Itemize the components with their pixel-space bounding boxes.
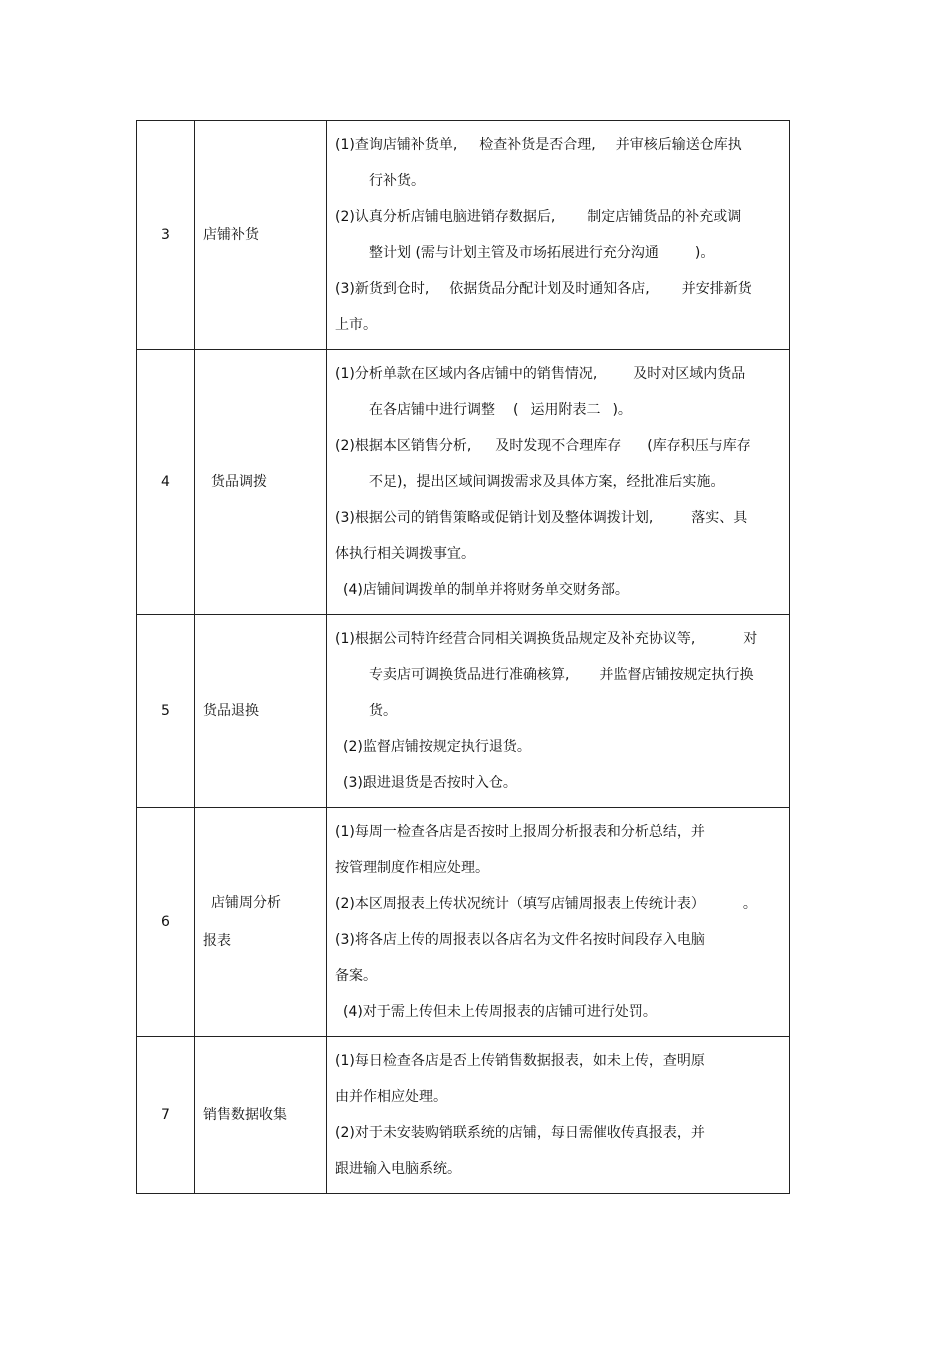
task-name-line: 销售数据收集 bbox=[203, 1107, 287, 1123]
text-segment: 货。 bbox=[369, 703, 397, 719]
description-item bbox=[335, 199, 783, 271]
description-item: (4)店铺间调拨单的制单并将财务单交财务部。 bbox=[343, 582, 629, 598]
text-segment: )。 bbox=[612, 402, 632, 418]
text-segment: 运用附表二 bbox=[530, 402, 601, 418]
text-segment: (1)根据公司特许经营合同相关调换货品规定及补充协议等, bbox=[335, 631, 696, 647]
text-segment: (2)认真分析店铺电脑进销存数据后, bbox=[335, 209, 556, 225]
task-description bbox=[327, 615, 790, 808]
task-name-line: 店铺补货 bbox=[203, 227, 259, 243]
text-segment: 体执行相关调拨事宜。 bbox=[335, 546, 475, 562]
text-segment: (1)查询店铺补货单, bbox=[335, 137, 458, 153]
text-segment: 不足)，提出区域间调拨需求及具体方案，经批准后实施。 bbox=[369, 474, 725, 490]
row-number: 3 bbox=[137, 121, 195, 350]
text-segment: (1)每周一检查各店是否按时上报周分析报表和分析总结，并 bbox=[335, 824, 705, 840]
table-row bbox=[137, 808, 790, 1037]
text-segment: 依据货品分配计划及时通知各店, bbox=[449, 281, 650, 297]
description-item bbox=[335, 922, 783, 994]
text-segment: (2)对于未安装购销联系统的店铺，每日需催收传真报表，并 bbox=[335, 1125, 705, 1141]
text-segment: ( bbox=[513, 402, 519, 418]
task-name bbox=[195, 808, 327, 1037]
description-item bbox=[335, 1115, 783, 1187]
task-name-line: 店铺周分析 bbox=[211, 895, 281, 911]
text-segment: 在各店铺中进行调整 bbox=[369, 402, 495, 418]
description-item bbox=[335, 500, 783, 572]
description-item: (4)对于需上传但未上传周报表的店铺可进行处罚。 bbox=[343, 1004, 657, 1020]
text-segment: 检查补货是否合理, bbox=[479, 137, 596, 153]
text-segment: 及时发现不合理库存 bbox=[495, 438, 622, 454]
text-segment: (2)根据本区销售分析, bbox=[335, 438, 472, 454]
description-item bbox=[335, 127, 783, 199]
description-item: (2)监督店铺按规定执行退货。 bbox=[343, 739, 531, 755]
description-item bbox=[335, 271, 783, 343]
table-row bbox=[137, 121, 790, 350]
text-segment: (1)分析单款在区域内各店铺中的销售情况, bbox=[335, 366, 598, 382]
row-number: 6 bbox=[137, 808, 195, 1037]
text-segment: 对 bbox=[743, 631, 758, 647]
text-segment: 并安排新货 bbox=[681, 281, 752, 297]
table-row bbox=[137, 1037, 790, 1194]
task-name bbox=[195, 121, 327, 350]
text-segment: )。 bbox=[694, 245, 715, 261]
row-number: 7 bbox=[137, 1037, 195, 1194]
text-segment: (3)将各店上传的周报表以各店名为文件名按时间段存入电脑 bbox=[335, 932, 705, 948]
table-row bbox=[137, 615, 790, 808]
task-description bbox=[327, 350, 790, 615]
text-segment: 并监督店铺按规定执行换 bbox=[599, 667, 754, 683]
text-segment: 备案。 bbox=[335, 968, 377, 984]
text-segment: 制定店铺货品的补充或调 bbox=[587, 209, 742, 225]
text-segment: (3)新货到仓时, bbox=[335, 281, 430, 297]
description-item bbox=[335, 814, 783, 886]
task-name bbox=[195, 615, 327, 808]
text-segment: 上市。 bbox=[335, 317, 377, 333]
text-segment: 。 bbox=[742, 896, 757, 912]
text-segment: 及时对区域内货品 bbox=[633, 366, 746, 382]
task-name bbox=[195, 350, 327, 615]
task-description bbox=[327, 1037, 790, 1194]
task-name-line: 报表 bbox=[203, 933, 231, 949]
text-segment: (1)每日检查各店是否上传销售数据报表，如未上传，查明原 bbox=[335, 1053, 705, 1069]
description-item bbox=[335, 356, 783, 428]
duty-table bbox=[136, 120, 790, 1194]
text-segment: (2)本区周报表上传状况统计（填写店铺周报表上传统计表） bbox=[335, 896, 705, 912]
description-item: (3)跟进退货是否按时入仓。 bbox=[343, 775, 517, 791]
description-item bbox=[335, 621, 783, 729]
description-item bbox=[335, 428, 783, 500]
text-segment: 行补货。 bbox=[369, 173, 425, 189]
row-number: 5 bbox=[137, 615, 195, 808]
text-segment: (3)根据公司的销售策略或促销计划及整体调拨计划, bbox=[335, 510, 654, 526]
table-row bbox=[137, 350, 790, 615]
text-segment: 落实、具 bbox=[691, 510, 748, 526]
text-segment: 并审核后输送仓库执 bbox=[615, 137, 742, 153]
text-segment: 整计划 (需与计划主管及市场拓展进行充分沟通 bbox=[369, 245, 659, 261]
text-segment: (库存积压与库存 bbox=[647, 438, 751, 454]
description-item bbox=[335, 886, 783, 922]
text-segment: 由并作相应处理。 bbox=[335, 1089, 447, 1105]
row-number: 4 bbox=[137, 350, 195, 615]
text-segment: 跟进输入电脑系统。 bbox=[335, 1161, 461, 1177]
task-name-line: 货品退换 bbox=[203, 703, 259, 719]
text-segment: 专卖店可调换货品进行准确核算, bbox=[369, 667, 570, 683]
task-description bbox=[327, 121, 790, 350]
description-item bbox=[335, 1043, 783, 1115]
task-description bbox=[327, 808, 790, 1037]
text-segment: 按管理制度作相应处理。 bbox=[335, 860, 489, 876]
task-name-line: 货品调拨 bbox=[211, 474, 267, 490]
task-name bbox=[195, 1037, 327, 1194]
